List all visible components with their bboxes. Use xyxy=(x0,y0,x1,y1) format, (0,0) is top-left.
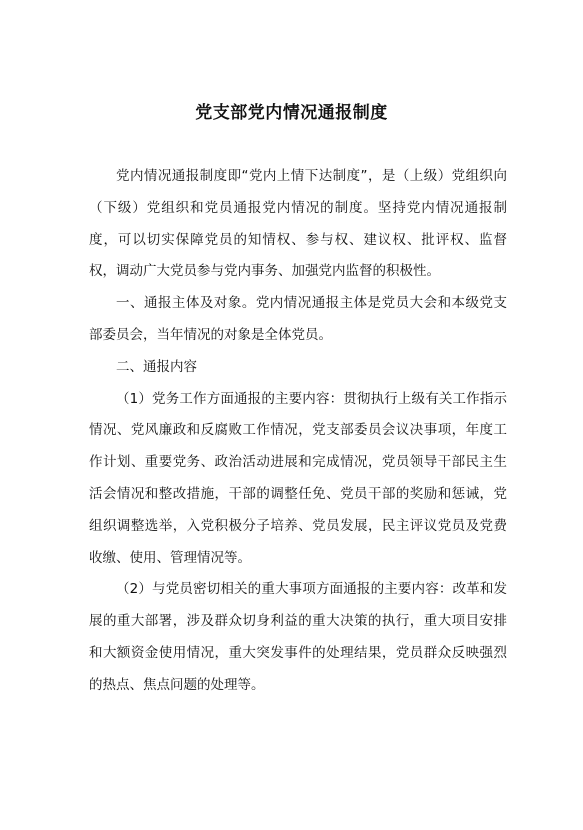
paragraph-item-one: （1）党务工作方面通报的主要内容：贯彻执行上级有关工作指示情况、党风廉政和反腐败工作情况，党支部委员会议决事项，年度工作计划、重要党务、政治活动进展和完成情况，党员领导干部民主生活会情况和整改措施，干部的调整任免、党员干部的奖励和惩诫，党组织调整选举，入党积极分子培养、党员发展，民主评议党员及党费收缴、使用、管理情况等。 xyxy=(89,390,507,566)
document-title: 党支部党内情况通报制度 xyxy=(195,103,388,123)
paragraph-item-two: （2）与党员密切相关的重大事项方面通报的主要内容：改革和发展的重大部署，涉及群众切身利益的重大决策的执行，重大项目安排和大额资金使用情况，重大突发事件的处理结果，党员群众反映强烈的热点、焦点问题的处理等。 xyxy=(89,581,507,693)
document-body xyxy=(89,161,507,702)
paragraph-intro: 党内情况通报制度即“党内上情下达制度”，是（上级）党组织向（下级）党组织和党员通报党内情况的制度。坚持党内情况通报制度，可以切实保障党员的知情权、参与权、建议权、批评权、监督权，调动广大党员参与党内事务、加强党内监督的积极性。 xyxy=(89,168,507,280)
paragraph-section-one: 一、通报主体及对象。党内情况通报主体是党员大会和本级党支部委员会，当年情况的对象是全体党员。 xyxy=(89,295,507,343)
paragraph-section-two-heading: 二、通报内容 xyxy=(116,358,197,375)
